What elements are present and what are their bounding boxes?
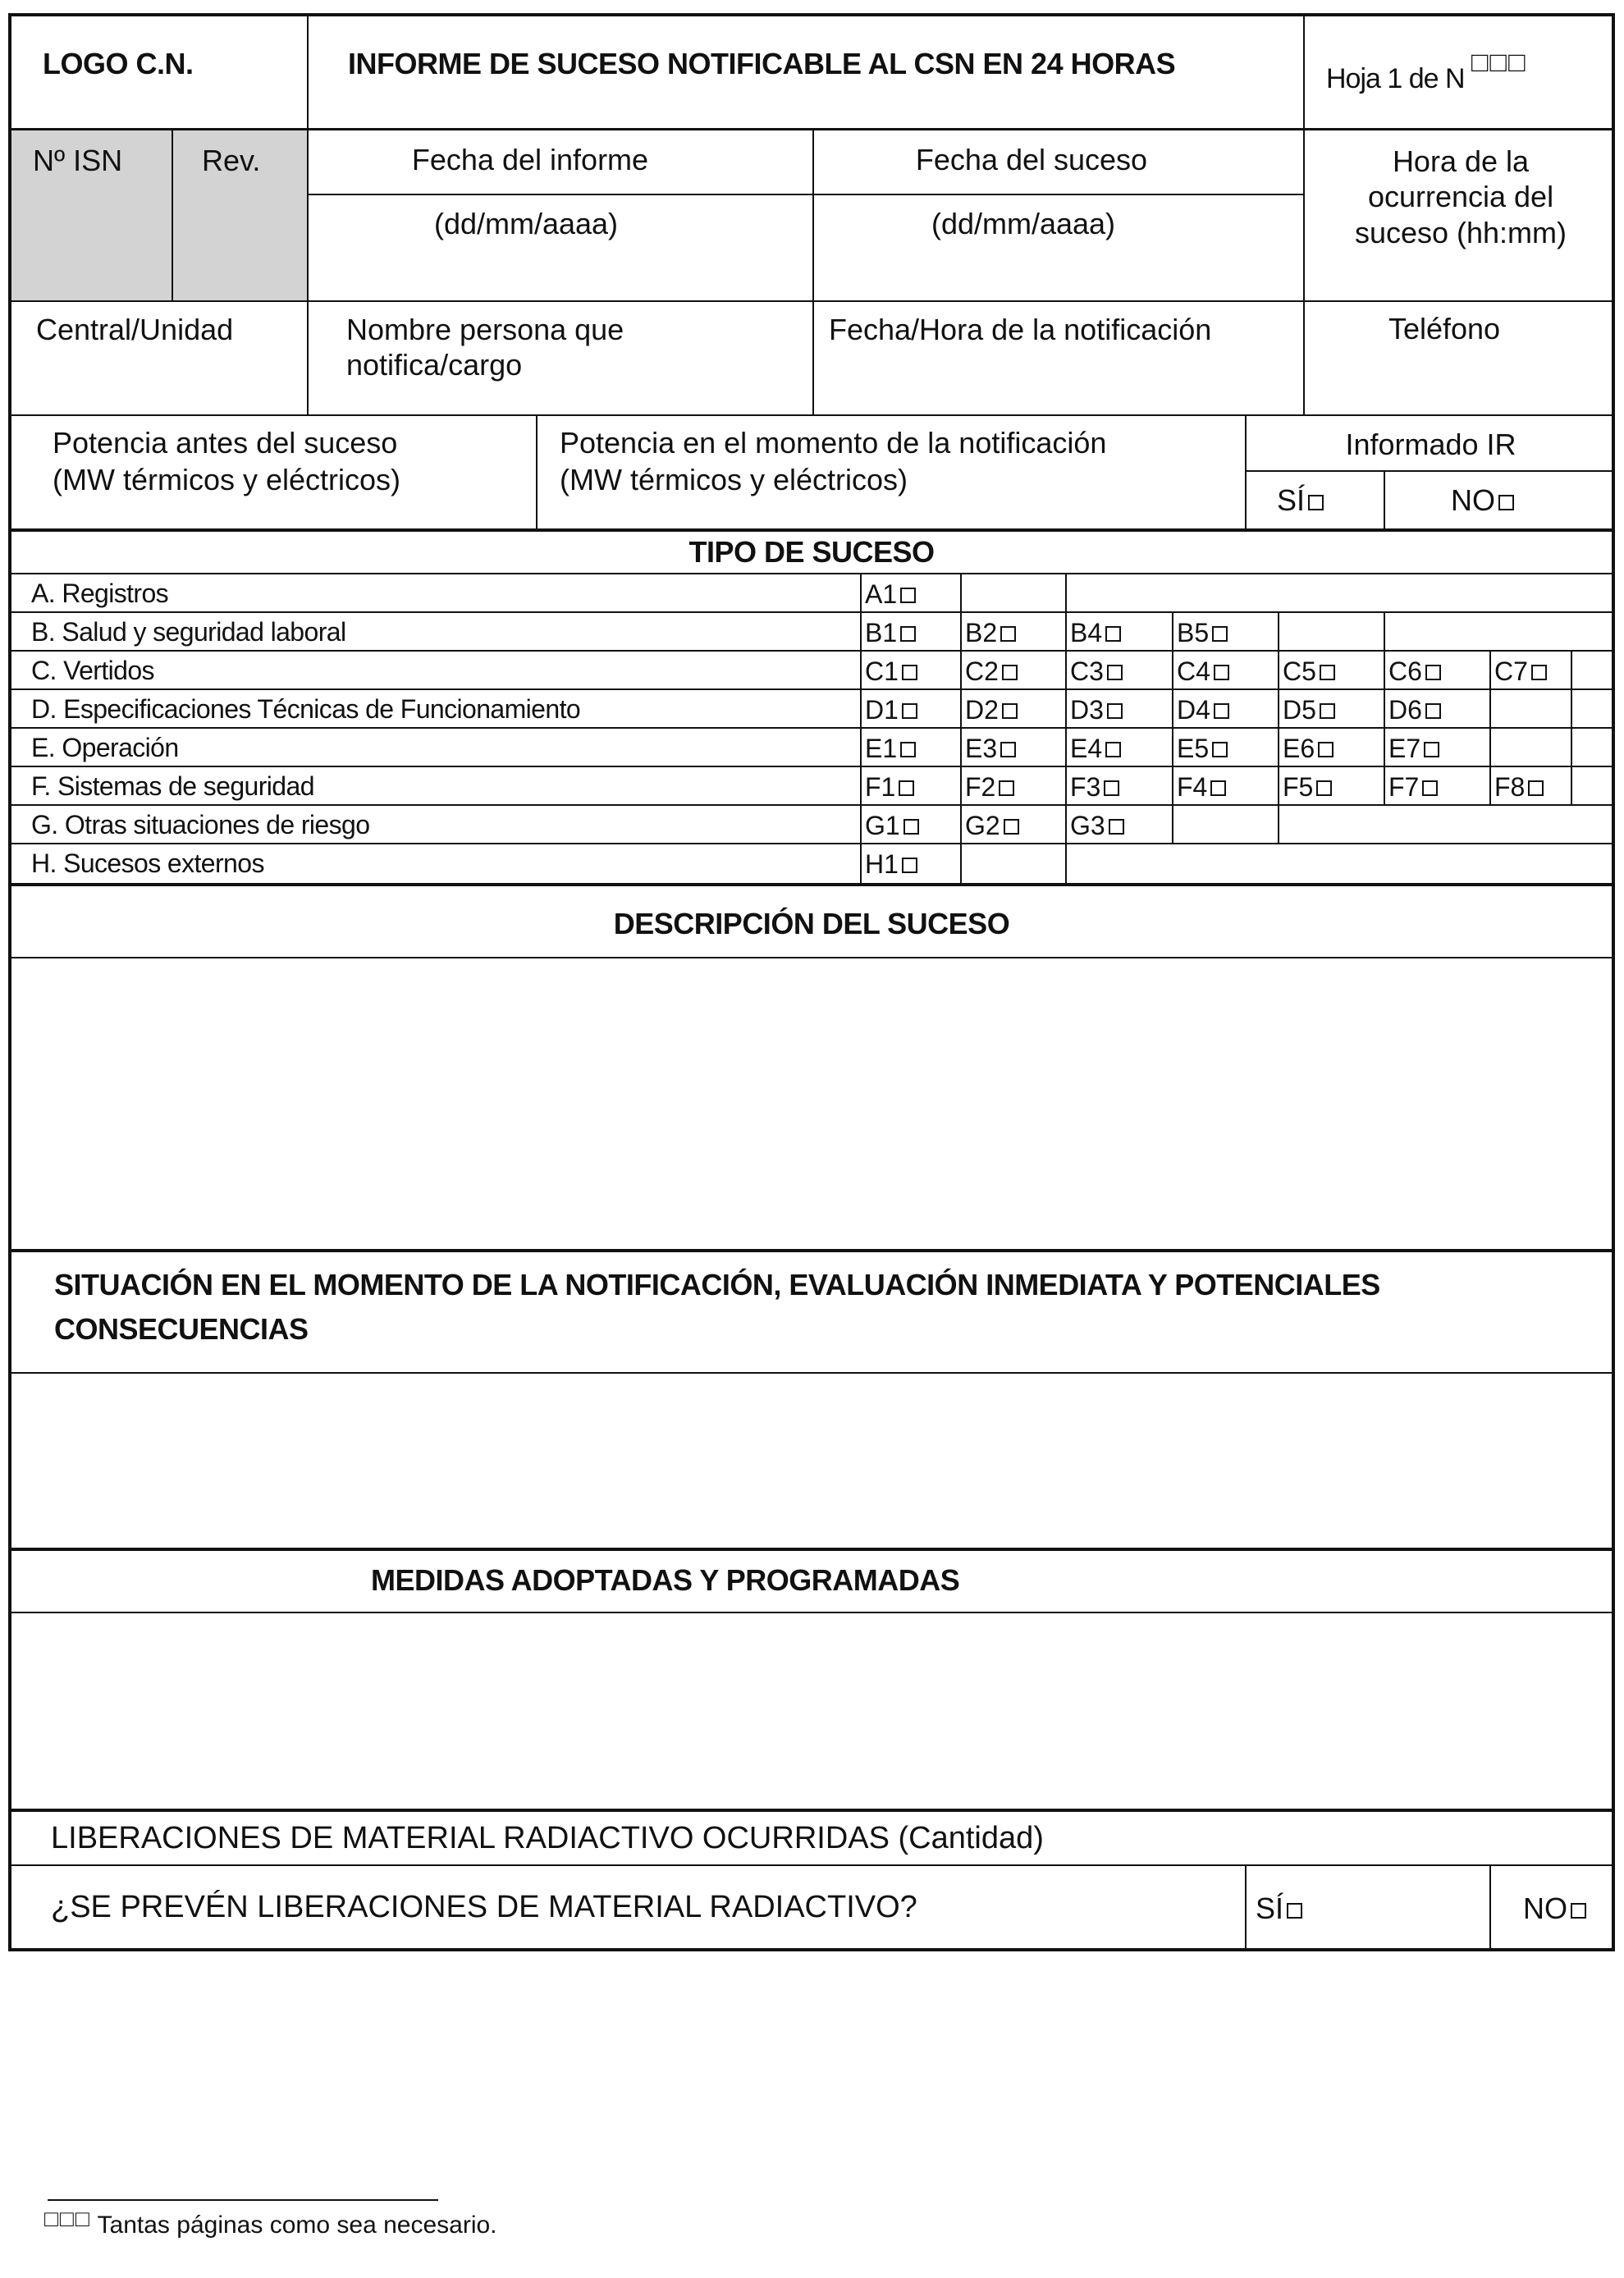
event-code-label: D4 (1177, 695, 1210, 725)
event-code-option[interactable] (965, 810, 1019, 841)
power-before-label: Potencia antes del suceso (53, 426, 398, 460)
report-date-label: Fecha del informe (411, 143, 649, 177)
v-releases-no (1489, 1864, 1491, 1950)
event-code-option[interactable] (1177, 733, 1228, 764)
event-code-option[interactable] (1070, 656, 1123, 687)
tipo-col-line (1065, 766, 1067, 806)
tipo-col-line (1278, 611, 1279, 652)
event-type-label: G. Otras situaciones de riesgo (31, 810, 370, 839)
event-code-checkbox[interactable] (1316, 780, 1332, 796)
line-situation-bottom (8, 1548, 1615, 1551)
event-code-checkbox[interactable] (902, 703, 917, 719)
releases-yes-label: SÍ (1256, 1891, 1284, 1925)
tipo-col-line (1065, 843, 1067, 883)
event-code-checkbox[interactable] (1004, 819, 1019, 835)
event-code-label: E6 (1283, 734, 1315, 763)
tipo-col-line (1065, 804, 1067, 844)
event-code-label: F8 (1494, 772, 1526, 802)
situation-title-line2: CONSECUENCIAS (54, 1312, 309, 1346)
event-code-label: F3 (1070, 772, 1101, 802)
event-type-label: C. Vertidos (31, 656, 154, 685)
power-now-units: (MW térmicos y eléctricos) (560, 463, 908, 496)
tipo-col-line (860, 611, 862, 652)
event-code-option[interactable] (865, 849, 917, 880)
event-code-label: G3 (1070, 811, 1105, 840)
tipo-col-line (1571, 650, 1572, 690)
tipo-col-line (1278, 804, 1279, 844)
measures-title: MEDIDAS ADOPTADAS Y PROGRAMADAS (371, 1563, 960, 1597)
event-code-checkbox[interactable] (1109, 819, 1124, 835)
event-code-checkbox[interactable] (1210, 780, 1226, 796)
event-code-option[interactable] (1388, 771, 1438, 803)
event-code-label: B2 (965, 618, 998, 647)
situation-title-line1: SITUACIÓN EN EL MOMENTO DE LA NOTIFICACIÓN, EVALUACIÓN INMEDIATA Y POTENCIALES (54, 1268, 1380, 1301)
event-type-label: B. Salud y seguridad laboral (31, 617, 346, 647)
event-code-option[interactable] (1388, 694, 1441, 725)
event-type-label: H. Sucesos externos (31, 849, 264, 878)
event-code-option[interactable] (1494, 771, 1544, 803)
event-code-option[interactable] (1177, 656, 1229, 687)
event-code-checkbox[interactable] (902, 665, 917, 680)
tipo-col-line (1384, 650, 1385, 690)
line-description-bottom (8, 1249, 1615, 1252)
tipo-col-line (1278, 688, 1279, 729)
tipo-col-line (960, 573, 962, 613)
event-code-label: D2 (965, 695, 999, 725)
tipo-col-line (1571, 766, 1572, 806)
form-title: INFORME DE SUCESO NOTIFICABLE AL CSN EN 24 HORAS (348, 47, 1176, 80)
tipo-col-line (1489, 727, 1491, 767)
event-code-checkbox[interactable] (1002, 665, 1018, 680)
event-code-checkbox[interactable] (903, 819, 919, 835)
event-code-option[interactable] (1070, 810, 1124, 841)
event-code-label: B4 (1070, 618, 1103, 647)
event-code-label: F2 (965, 772, 996, 802)
tipo-col-line (1489, 650, 1491, 690)
tipo-col-line (1384, 688, 1385, 729)
event-code-checkbox[interactable] (1424, 742, 1439, 757)
event-type-label: D. Especificaciones Técnicas de Funcionamiento (31, 694, 581, 724)
sheet-label: Hoja 1 de N (1326, 63, 1465, 94)
tipo-col-line (860, 688, 862, 729)
event-code-option[interactable] (1388, 733, 1439, 764)
event-type-label: E. Operación (31, 733, 179, 762)
ir-yes-label: SÍ (1277, 483, 1306, 517)
ir-informed-label: Informado IR (1345, 427, 1516, 461)
event-code-checkbox[interactable] (999, 780, 1014, 796)
tipo-col-line (1172, 727, 1173, 767)
event-code-option[interactable] (1283, 694, 1335, 725)
event-date-format: (dd/mm/aaaa) (931, 207, 1116, 241)
event-code-option[interactable] (865, 579, 916, 610)
ir-no-label: NO (1451, 483, 1495, 517)
event-code-checkbox[interactable] (1105, 626, 1121, 642)
frame-bottom (8, 1948, 1615, 1951)
event-code-checkbox[interactable] (1105, 742, 1121, 757)
tipo-col-line (960, 650, 962, 690)
tipo-col-line (1172, 650, 1173, 690)
table-row (11, 573, 1612, 611)
event-code-option[interactable] (1177, 694, 1229, 725)
tipo-col-line (1571, 727, 1572, 767)
event-date-label: Fecha del suceso (915, 143, 1148, 177)
releases-occurred-label: LIBERACIONES DE MATERIAL RADIACTIVO OCURRIDAS (Cantidad) (51, 1821, 1044, 1855)
footnote-marker: □□□ (44, 2206, 91, 2231)
event-code-label: F5 (1283, 772, 1314, 802)
description-title: DESCRIPCIÓN DEL SUCESO (613, 907, 1010, 941)
description-field[interactable] (11, 958, 1612, 1249)
event-code-option[interactable] (1070, 771, 1119, 803)
event-code-label: C6 (1388, 656, 1422, 686)
event-code-checkbox[interactable] (1320, 703, 1335, 719)
tipo-col-line (960, 688, 962, 729)
event-code-option[interactable] (1177, 771, 1226, 803)
event-code-option[interactable] (865, 656, 917, 687)
event-code-checkbox[interactable] (1528, 780, 1544, 796)
event-code-checkbox[interactable] (1320, 665, 1335, 680)
tipo-col-line (1172, 688, 1173, 729)
tipo-col-line (1065, 727, 1067, 767)
tipo-col-line (860, 727, 862, 767)
event-code-option[interactable] (865, 617, 916, 648)
event-code-label: E7 (1388, 734, 1421, 763)
table-row (11, 727, 1612, 766)
event-code-option[interactable] (1070, 694, 1123, 725)
event-code-checkbox[interactable] (900, 588, 916, 603)
logo-placeholder: LOGO C.N. (43, 47, 194, 80)
event-code-label: C4 (1177, 656, 1210, 686)
event-code-checkbox[interactable] (1214, 665, 1229, 680)
tipo-col-line (960, 766, 962, 806)
tipo-col-line (960, 611, 962, 652)
event-code-label: G1 (865, 811, 900, 840)
v-releases-yes (1245, 1864, 1247, 1950)
event-code-label: H1 (865, 849, 899, 879)
tipo-col-line (860, 804, 862, 844)
event-code-checkbox[interactable] (1104, 780, 1119, 796)
power-now-label: Potencia en el momento de la notificación (560, 426, 1107, 460)
event-code-label: E5 (1177, 734, 1210, 763)
event-code-option[interactable] (865, 694, 917, 725)
tipo-col-line (1489, 766, 1491, 806)
event-code-checkbox[interactable] (899, 780, 914, 796)
notification-datetime-label: Fecha/Hora de la notificación (829, 313, 1212, 346)
event-code-option[interactable] (1177, 617, 1228, 648)
event-code-checkbox[interactable] (1531, 665, 1547, 680)
tipo-col-line (1384, 611, 1385, 652)
notifier-label: Nombre persona que notifica/cargo (346, 313, 624, 382)
tipo-col-line (1571, 688, 1572, 729)
releases-no-checkbox[interactable] (1571, 1903, 1586, 1919)
event-code-option[interactable] (965, 771, 1014, 803)
event-code-checkbox[interactable] (1422, 780, 1438, 796)
event-code-label: C3 (1070, 656, 1104, 686)
tipo-col-line (1065, 650, 1067, 690)
event-code-checkbox[interactable] (1212, 742, 1228, 757)
event-type-grid (0, 0, 1624, 886)
event-code-checkbox[interactable] (900, 742, 916, 757)
tipo-col-line (860, 766, 862, 806)
event-code-option[interactable] (1070, 733, 1121, 764)
event-code-checkbox[interactable] (1212, 626, 1228, 642)
event-code-option[interactable] (1070, 617, 1121, 648)
event-code-option[interactable] (965, 656, 1018, 687)
line-measures-bottom (8, 1809, 1615, 1812)
isn-label: Nº ISN (33, 144, 123, 177)
line-tipo-bottom (8, 883, 1615, 886)
event-code-label: A1 (865, 579, 898, 609)
tipo-col-line (1384, 766, 1385, 806)
event-code-label: C5 (1283, 656, 1316, 686)
phone-label: Teléfono (1388, 312, 1501, 346)
tipo-col-line (1278, 650, 1279, 690)
report-date-format: (dd/mm/aaaa) (433, 207, 619, 241)
tipo-col-line (1065, 611, 1067, 652)
event-code-checkbox[interactable] (1107, 665, 1123, 680)
tipo-col-line (1065, 688, 1067, 729)
event-code-option[interactable] (965, 733, 1016, 764)
tipo-col-line (960, 804, 962, 844)
tipo-col-line (1065, 573, 1067, 613)
releases-yes-checkbox[interactable] (1287, 1903, 1302, 1919)
event-code-option[interactable] (1283, 771, 1332, 803)
event-code-checkbox[interactable] (1425, 665, 1441, 680)
tipo-col-line (960, 727, 962, 767)
event-code-label: B5 (1177, 618, 1210, 647)
rev-label: Rev. (202, 144, 261, 177)
tipo-col-line (1172, 611, 1173, 652)
event-code-label: E3 (965, 734, 998, 763)
plant-label: Central/Unidad (36, 313, 234, 346)
event-code-label: F1 (865, 772, 896, 802)
event-code-label: D3 (1070, 695, 1104, 725)
event-type-title: TIPO DE SUCESO (688, 535, 935, 570)
releases-no-label: NO (1523, 1891, 1567, 1925)
event-time-label: Hora de la ocurrencia del suceso (hh:mm) (1354, 144, 1567, 249)
event-code-label: G2 (965, 811, 1000, 840)
tipo-col-line (1172, 766, 1173, 806)
releases-foreseen-label: ¿SE PREVÉN LIBERACIONES DE MATERIAL RADIACTIVO? (51, 1890, 917, 1924)
power-before-units: (MW térmicos y eléctricos) (53, 463, 401, 496)
event-code-checkbox[interactable] (1002, 703, 1018, 719)
event-code-checkbox[interactable] (900, 626, 916, 642)
event-code-label: C7 (1494, 656, 1528, 686)
event-code-label: F4 (1177, 772, 1208, 802)
event-code-label: E1 (865, 734, 898, 763)
tipo-col-line (1489, 688, 1491, 729)
tipo-col-line (1384, 727, 1385, 767)
event-code-option[interactable] (1283, 656, 1335, 687)
event-code-option[interactable] (865, 771, 914, 803)
event-code-checkbox[interactable] (1000, 742, 1016, 757)
tipo-col-line (860, 573, 862, 613)
event-code-checkbox[interactable] (1214, 703, 1229, 719)
event-code-option[interactable] (1283, 733, 1334, 764)
tipo-col-line (860, 843, 862, 883)
event-code-label: C2 (965, 656, 999, 686)
footnote-rule (48, 2199, 438, 2201)
tipo-col-line (1278, 766, 1279, 806)
event-code-checkbox[interactable] (1107, 703, 1123, 719)
event-code-option[interactable] (865, 810, 919, 841)
event-code-option[interactable] (965, 694, 1018, 725)
event-code-checkbox[interactable] (902, 858, 917, 873)
event-code-label: B1 (865, 618, 898, 647)
footnote-text: Tantas páginas como sea necesario. (97, 2212, 497, 2239)
releases-no-option[interactable] (1523, 1891, 1586, 1926)
footnote (44, 2206, 497, 2240)
sheet-footnote-marker: □□□ (1471, 47, 1527, 78)
event-code-checkbox[interactable] (1425, 703, 1441, 719)
measures-field[interactable] (11, 1613, 1612, 1809)
event-code-option[interactable] (865, 733, 916, 764)
tipo-col-line (1172, 804, 1173, 844)
table-row (11, 650, 1612, 688)
releases-yes-option[interactable] (1256, 1891, 1302, 1926)
event-type-label: A. Registros (31, 579, 169, 608)
tipo-col-line (860, 650, 862, 690)
situation-field[interactable] (11, 1374, 1612, 1548)
event-code-option[interactable] (1388, 656, 1441, 687)
event-code-label: E4 (1070, 734, 1103, 763)
event-type-label: F. Sistemas de seguridad (31, 771, 314, 801)
event-code-checkbox[interactable] (1318, 742, 1334, 757)
event-code-label: D5 (1283, 695, 1316, 725)
line-releases-mid (8, 1864, 1615, 1866)
event-code-checkbox[interactable] (1000, 626, 1016, 642)
event-code-option[interactable] (965, 617, 1016, 648)
event-code-label: C1 (865, 656, 899, 686)
tipo-col-line (1278, 727, 1279, 767)
event-code-label: D1 (865, 695, 899, 725)
event-code-label: D6 (1388, 695, 1422, 725)
tipo-col-line (960, 843, 962, 883)
event-code-label: F7 (1388, 772, 1420, 802)
event-code-option[interactable] (1494, 656, 1547, 687)
